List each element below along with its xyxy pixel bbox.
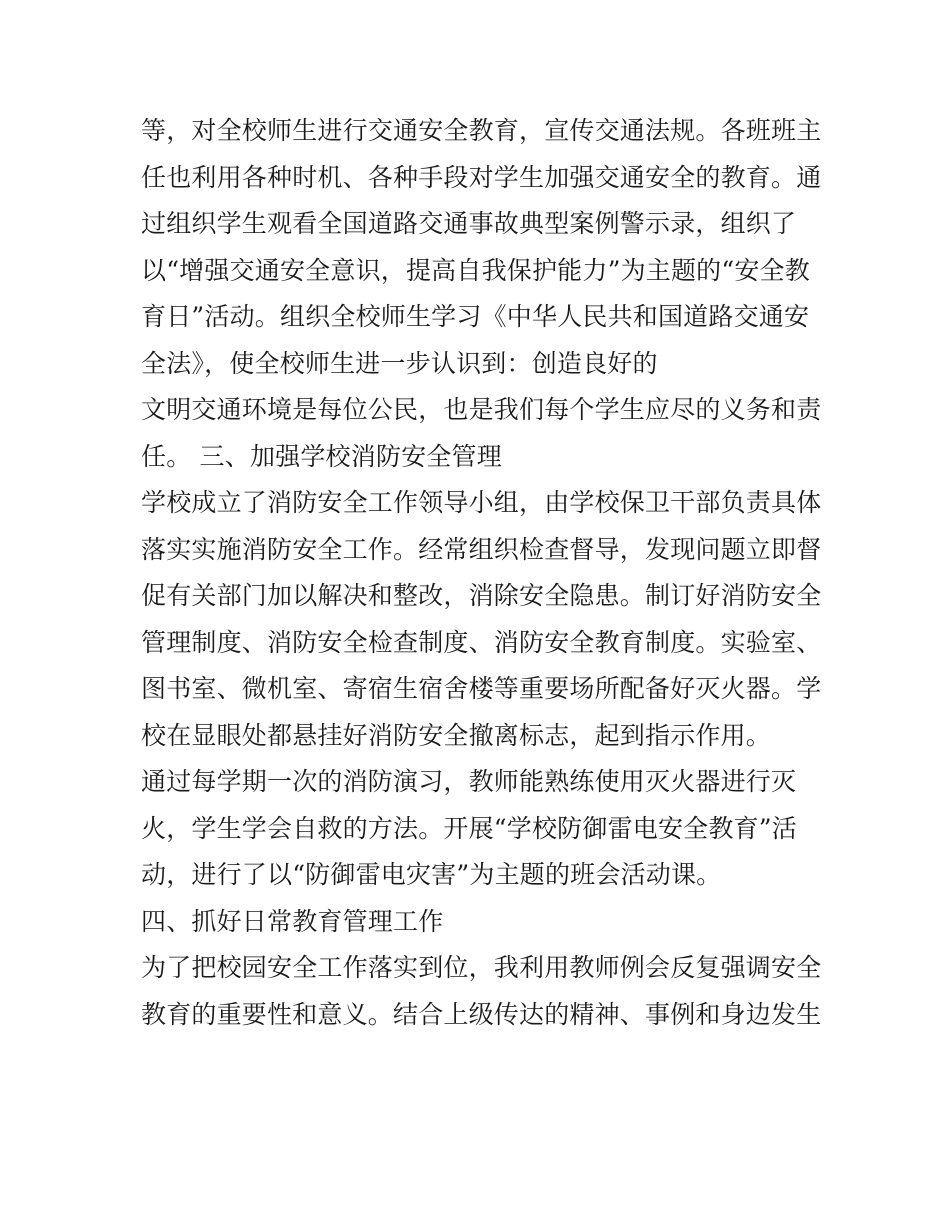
text-line: 为了把校园安全工作落实到位，我利用教师例会反复强调安全 xyxy=(141,953,822,982)
text-line: 以“增强交通安全意识，提高自我保护能力”为主题的“安全教 xyxy=(141,255,810,285)
text-line: 通过每学期一次的消防演习，教师能熟练使用灭火器进行灭 xyxy=(141,767,797,796)
text-line: 等，对全校师生进行交通安全教育，宣传交通法规。各班班主 xyxy=(141,116,822,145)
text-line: 学校成立了消防安全工作领导小组，由学校保卫干部负责具体 xyxy=(141,488,822,517)
text-line: 促有关部门加以解决和整改，消除安全隐患。制订好消防安全 xyxy=(141,581,822,610)
text-line: 文明交通环境是每位公民，也是我们每个学生应尽的义务和责 xyxy=(141,395,822,424)
text-line: 图书室、微机室、寄宿生宿舍楼等重要场所配备好灭火器。学 xyxy=(141,674,822,703)
section-heading-daily-management: 四、抓好日常教育管理工作 xyxy=(141,906,444,936)
text-line: 管理制度、消防安全检查制度、消防安全教育制度。实验室、 xyxy=(141,627,822,657)
text-line: 过组织学生观看全国道路交通事故典型案例警示录，组织了 xyxy=(141,209,797,238)
text-line: 动，进行了以“防御雷电灾害”为主题的班会活动课。 xyxy=(141,860,722,889)
text-line: 落实实施消防安全工作。经常组织检查督导，发现问题立即督 xyxy=(141,534,822,564)
text-line: 教育的重要性和意义。结合上级传达的精神、事例和身边发生 xyxy=(141,999,822,1029)
text-line: 校在显眼处都悬挂好消防安全撤离标志，起到指示作用。 xyxy=(141,720,772,750)
text-line: 火，学生学会自救的方法。开展“学校防御雷电安全教育”活 xyxy=(141,813,797,843)
section-heading-fire-safety: 任。 三、加强学校消防安全管理 xyxy=(141,441,502,471)
text-line: 全法》，使全校师生进一步认识到：创造良好的 xyxy=(141,348,658,378)
text-line: 任也利用各种时机、各种手段对学生加强交通安全的教育。通 xyxy=(141,162,822,192)
document-body xyxy=(141,108,821,1038)
text-line: 育日”活动。组织全校师生学习《中华人民共和国道路交通安 xyxy=(141,302,810,331)
